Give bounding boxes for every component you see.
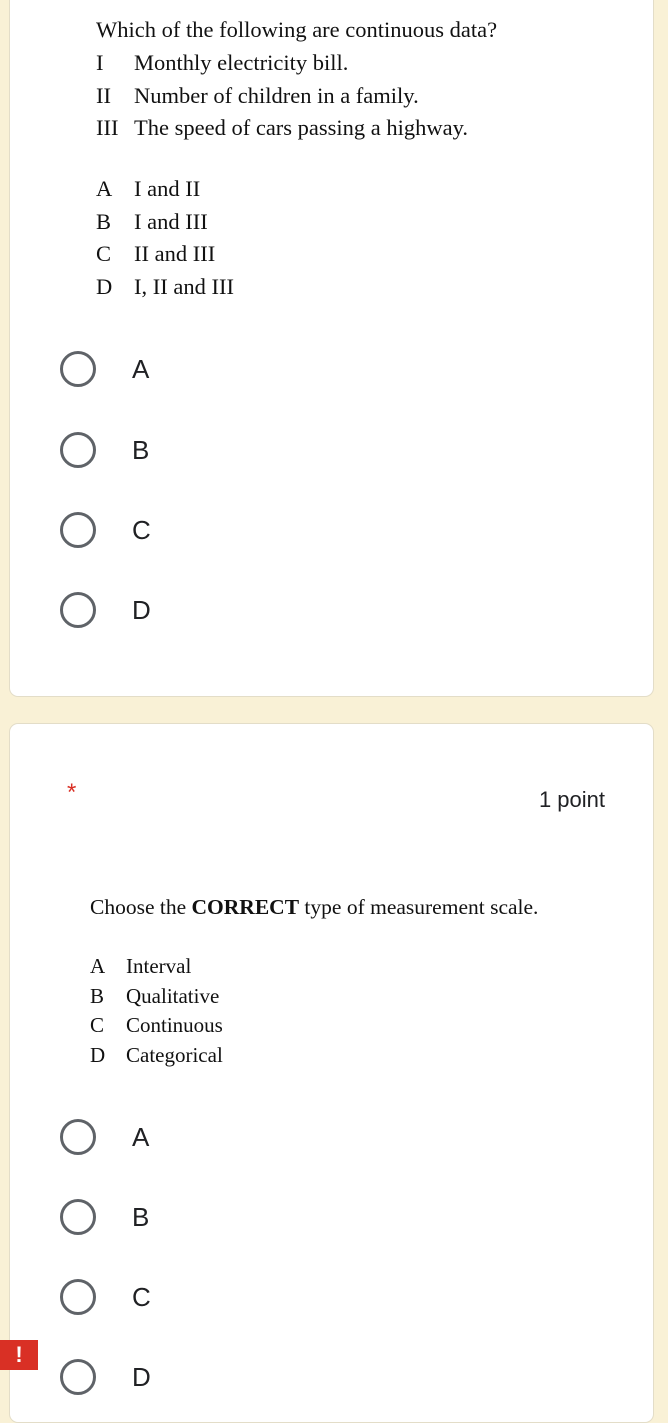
question-2-prompt [90, 894, 538, 920]
statement-number: II [96, 83, 111, 108]
radio-option-d[interactable] [60, 1359, 360, 1405]
statement-1 [96, 50, 348, 76]
radio-option-b[interactable] [60, 432, 360, 478]
radio-circle[interactable] [60, 1359, 96, 1395]
choice-letter: C [96, 241, 112, 266]
statement-number: I [96, 50, 104, 75]
radio-option-a[interactable] [60, 351, 360, 397]
option-label: C [132, 515, 151, 545]
option-label: C [132, 1282, 151, 1312]
choice-text: II and III [134, 241, 216, 266]
radio-option-c[interactable] [60, 1279, 360, 1325]
choice-text: Categorical [126, 1043, 223, 1067]
question-1-prompt: Which of the following are continuous data? [96, 17, 498, 42]
option-label: B [132, 1202, 150, 1232]
error-indicator-icon: ! [0, 1340, 38, 1370]
choice-letter: B [96, 209, 112, 234]
choice-text: I and II [134, 176, 201, 201]
prompt-bold: CORRECT [191, 895, 300, 919]
choice-a [90, 953, 191, 979]
question-card-1 [9, 0, 654, 697]
radio-circle[interactable] [60, 351, 96, 387]
radio-circle[interactable] [60, 1119, 96, 1155]
statement-2 [96, 83, 419, 109]
choice-text: Qualitative [126, 984, 220, 1008]
statement-text: Number of children in a family. [134, 83, 419, 108]
radio-option-b[interactable] [60, 1199, 360, 1245]
choice-text: I and III [134, 209, 208, 234]
choice-letter: A [90, 954, 106, 978]
radio-circle[interactable] [60, 512, 96, 548]
radio-option-c[interactable] [60, 512, 360, 558]
option-label: D [132, 1362, 151, 1392]
choice-letter: D [90, 1043, 106, 1067]
choice-d [96, 274, 234, 300]
choice-text: I, II and III [134, 274, 234, 299]
choice-c [96, 241, 215, 267]
radio-circle[interactable] [60, 432, 96, 468]
choice-c [90, 1012, 223, 1038]
choice-d [90, 1042, 223, 1068]
radio-circle[interactable] [60, 592, 96, 628]
question-1-image [10, 0, 655, 309]
choice-text: Interval [126, 954, 192, 978]
choice-letter: C [90, 1013, 105, 1037]
statement-3 [96, 115, 468, 141]
choice-letter: D [96, 274, 113, 299]
radio-option-d[interactable] [60, 592, 360, 638]
prompt-post: type of measurement scale. [299, 895, 539, 919]
radio-circle[interactable] [60, 1279, 96, 1315]
points-label: 1 point [538, 787, 605, 812]
choice-text: Continuous [126, 1013, 223, 1037]
choice-letter: B [90, 984, 105, 1008]
option-label: B [132, 435, 150, 465]
option-label: A [132, 1122, 150, 1152]
required-asterisk: * [67, 779, 77, 806]
choice-b [90, 983, 219, 1009]
statement-number: III [96, 115, 119, 140]
choice-b [96, 209, 208, 235]
option-label: A [132, 354, 150, 384]
statement-text: Monthly electricity bill. [134, 50, 349, 75]
prompt-pre: Choose the [90, 895, 192, 919]
choice-letter: A [96, 176, 113, 201]
radio-option-a[interactable] [60, 1119, 360, 1165]
option-label: D [132, 595, 151, 625]
radio-circle[interactable] [60, 1199, 96, 1235]
question-card-2 [9, 723, 654, 1423]
statement-text: The speed of cars passing a highway. [134, 115, 469, 140]
choice-a [96, 176, 200, 202]
